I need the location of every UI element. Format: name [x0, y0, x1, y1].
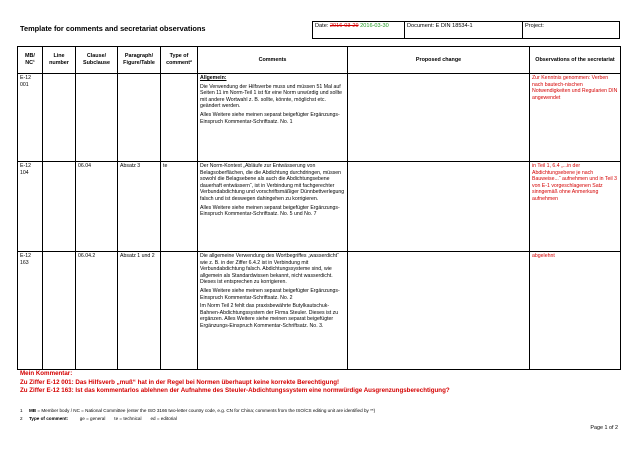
table-row [18, 252, 621, 370]
clause-cell [76, 74, 118, 162]
document-value: E DIN 18534-1 [435, 23, 473, 29]
mb-cell: E-12 001 [18, 74, 43, 162]
footnote-2 [20, 416, 177, 422]
my-comments-line: Zu Ziffer E-12 163: Ist das kommentarlos ablehnen der Aufnahme des Steuler-Abdichtungssystem eine normwürdige Ausgrenzungsberechtigung? [20, 387, 450, 394]
observation-cell: abgelehnt [530, 252, 621, 370]
date-label: Date: [315, 23, 329, 29]
paragraph-cell: Absatz 1 und 2 [118, 252, 161, 370]
line-cell [43, 252, 76, 370]
table-row [18, 74, 621, 162]
column-header: Type of comment² [161, 47, 198, 74]
observation-cell: in Teil 1, 6.4 „...in der Abdichtungsebene je nach Bauweise...“ aufnehmen und in Teil 3 von E-1 vorgeschlagenen Satz sinngemäß ohne Anmerkung aufnehmen [530, 162, 621, 252]
table-row [18, 162, 621, 252]
my-comments [20, 370, 450, 396]
observation-cell: Zur Kenntnis genommen: Verben nach bautech-nischen Notwendigkeiten und Regularien DIN angewendet [530, 74, 621, 162]
date-old: 2016-03-29 [329, 23, 359, 29]
table-header-row [18, 47, 621, 74]
mb-cell: E-12 163 [18, 252, 43, 370]
my-comments-heading: Mein Kommentar: [20, 370, 73, 377]
comment-paragraph: Im Norm Teil 2 fehlt das praxisbewährte Butylkautschuk-Bahnen-Abdichtungssystem der Firma Steuler. Dieses ist zu ergänzen. Alles Weitere siehe meinen separat beigefügter Ergänzungs-Einspruch Kommentar-Schriftsatz. No. 3. [200, 303, 339, 329]
clause-cell: 06.04.2 [76, 252, 118, 370]
comment-paragraph: Alles Weitere siehe meinen separat beigefügter Ergänzungs-Einspruch Kommentar-Schriftsatz. No. 2 [200, 287, 340, 301]
mb-cell: E-12 104 [18, 162, 43, 252]
footnote-key: Type of comment: [28, 416, 69, 421]
footnote-number: 2 [20, 416, 23, 421]
comment-paragraph: Alles Weitere siehe meinen separat beigefügter Ergänzungs-Einspruch Kommentar-Schriftsatz. No. 5 und No. 7 [200, 204, 340, 218]
proposed-change-cell [348, 162, 530, 252]
comment-paragraph: Die allgemeine Verwendung des Wortbegriffes „wasserdicht“ wie z. B. in der Ziffer 6.4.2 ist in Verbindung mit Verbundabdichtung falsch. Abdichtungssysteme sind, wie allgemein als Standardwissen bekannt, nicht wasserdicht. Dieses ist entsprechen zu korrigieren. [200, 253, 339, 286]
comment-paragraph: Alles Weitere siehe meinen separat beigefügter Ergänzungs-Einspruch Kommentar-Schriftsatz. No. 1 [200, 111, 340, 125]
line-cell [43, 162, 76, 252]
footnote-1 [20, 408, 375, 414]
paragraph-cell [118, 74, 161, 162]
comment-cell [198, 252, 348, 370]
comment-paragraph: Die Verwendung der Hilfsverbe muss und müssen 51 Mal auf Seiten 11 im Norm-Teil 1 ist für eine Norm unwürdig und sollte mit andere Wortwahl z. B. sollte, könnte, möglichst etc. geändert werden. [200, 83, 343, 110]
comments-table [17, 46, 621, 370]
column-header: Line number [43, 47, 76, 74]
type-cell: te [161, 162, 198, 252]
document-label: Document: [407, 23, 435, 29]
paragraph-cell: Absatz 3 [118, 162, 161, 252]
footnote-key: MB [28, 408, 37, 413]
page-number: Page 1 of 2 [590, 425, 618, 431]
footnote-number: 1 [20, 408, 23, 413]
proposed-change-cell [348, 74, 530, 162]
date-new: 2016-03-30 [360, 23, 389, 29]
comment-paragraph: Der Norm-Kontext „Abläufe zur Entwässerung von Belagsoberflächen, die die Abdichtung durchdringen, müssen sowohl die Belagsebene als auch die Abdichtungsebene dauerhaft entwässern“, ist in Verbindung mit fachgerechter Verbundabdichtung und vorschriftsmäßiger Dünnbettverlegung falsch und ist deswegen dahingehen zu korrigieren. [200, 163, 345, 202]
date-cell [313, 22, 405, 38]
my-comments-line: Zu Ziffer E-12 001: Das Hilfsverb „muß“ hat in der Regel bei Normen überhaupt keine korrekte Berechtigung! [20, 378, 340, 386]
column-header: MB/ NC¹ [18, 47, 43, 74]
footnote-te: te = technical [114, 416, 142, 421]
footnote-ed: ed = editorial [150, 416, 177, 421]
comment-title: Allgemein: [200, 75, 227, 81]
type-cell [161, 74, 198, 162]
column-header: Proposed change [348, 47, 530, 74]
project-cell [523, 22, 619, 38]
footnote-ge: ge = general [79, 416, 106, 421]
column-header: Observations of the secretariat [530, 47, 621, 74]
line-cell [43, 74, 76, 162]
column-header: Paragraph/ Figure/Table [118, 47, 161, 74]
document-header-box [312, 21, 620, 39]
type-cell [161, 252, 198, 370]
comment-cell [198, 162, 348, 252]
comment-cell [198, 74, 348, 162]
column-header: Clause/ Subclause [76, 47, 118, 74]
column-header: Comments [198, 47, 348, 74]
proposed-change-cell [348, 252, 530, 370]
page-title: Template for comments and secretariat observations [20, 24, 206, 33]
project-label: Project: [525, 23, 544, 29]
footnote-text: = Member body / NC = National Committee (enter the ISO 3166 two-letter country code, e.g. CN for China; comments from the ISO/CS editing unit are identified by **) [36, 408, 376, 413]
document-cell [405, 22, 523, 38]
clause-cell: 06.04 [76, 162, 118, 252]
